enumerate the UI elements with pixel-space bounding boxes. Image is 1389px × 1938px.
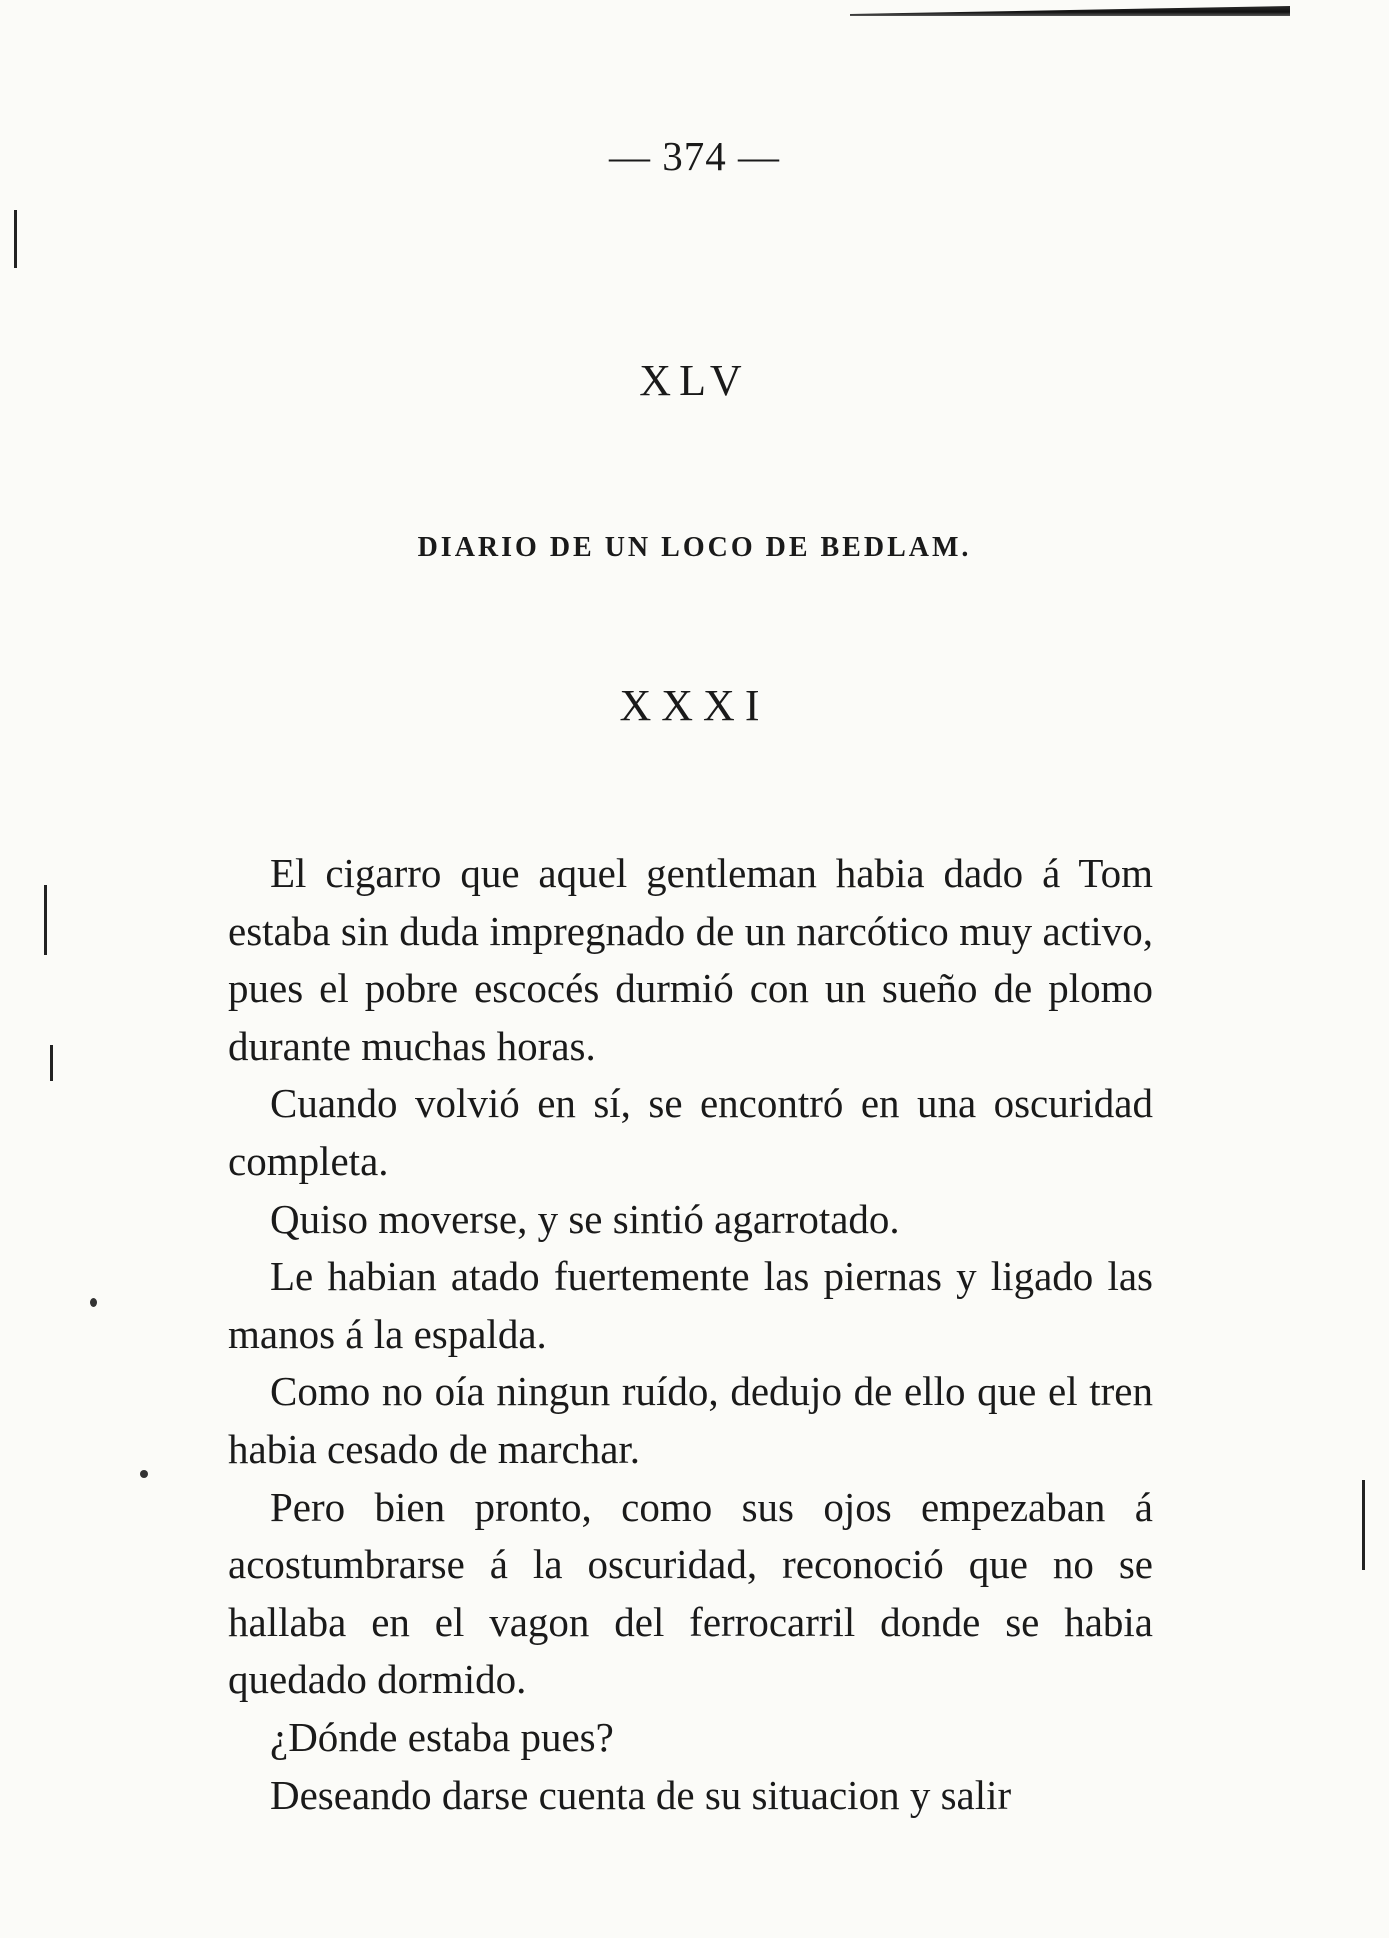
top-edge-rule — [850, 6, 1290, 16]
page-number: — 374 — — [609, 133, 780, 179]
margin-dot — [90, 1298, 97, 1307]
section-heading: XXXI — [619, 681, 770, 730]
paragraph: Le habian atado fuertemente las piernas y ligado las manos á la espalda. — [228, 1253, 1153, 1357]
margin-mark — [50, 1045, 53, 1081]
margin-mark — [1362, 1480, 1365, 1570]
paragraph: El cigarro que aquel gentleman habia dado á Tom estaba sin duda impregnado de un narcótico muy activo, pues el pobre escocés durmió con un sueño de plomo durante muchas horas. — [228, 850, 1153, 1069]
paragraph: Deseando darse cuenta de su situacion y salir — [270, 1771, 1012, 1818]
paragraph: ¿Dónde estaba pues? — [270, 1713, 614, 1760]
paragraph: Como no oía ningun ruído, dedujo de ello que el tren habia cesado de marchar. — [228, 1368, 1153, 1472]
margin-dot — [140, 1470, 148, 1478]
paragraph: Quiso moverse, y se sintió agarrotado. — [270, 1195, 900, 1242]
chapter-subtitle: DIARIO DE UN LOCO DE BEDLAM. — [417, 532, 972, 563]
margin-mark — [14, 210, 17, 268]
paragraph: Cuando volvió en sí, se encontró en una oscuridad completa. — [228, 1080, 1153, 1184]
margin-mark — [44, 885, 47, 955]
chapter-heading: XLV — [639, 356, 750, 405]
paragraph: Pero bien pronto, como sus ojos empezaban á acostumbrarse á la oscuridad, reconoció que no se hallaba en el vagon del ferrocarril donde se habia quedado dormido. — [228, 1483, 1153, 1703]
body-text — [228, 845, 1153, 1824]
